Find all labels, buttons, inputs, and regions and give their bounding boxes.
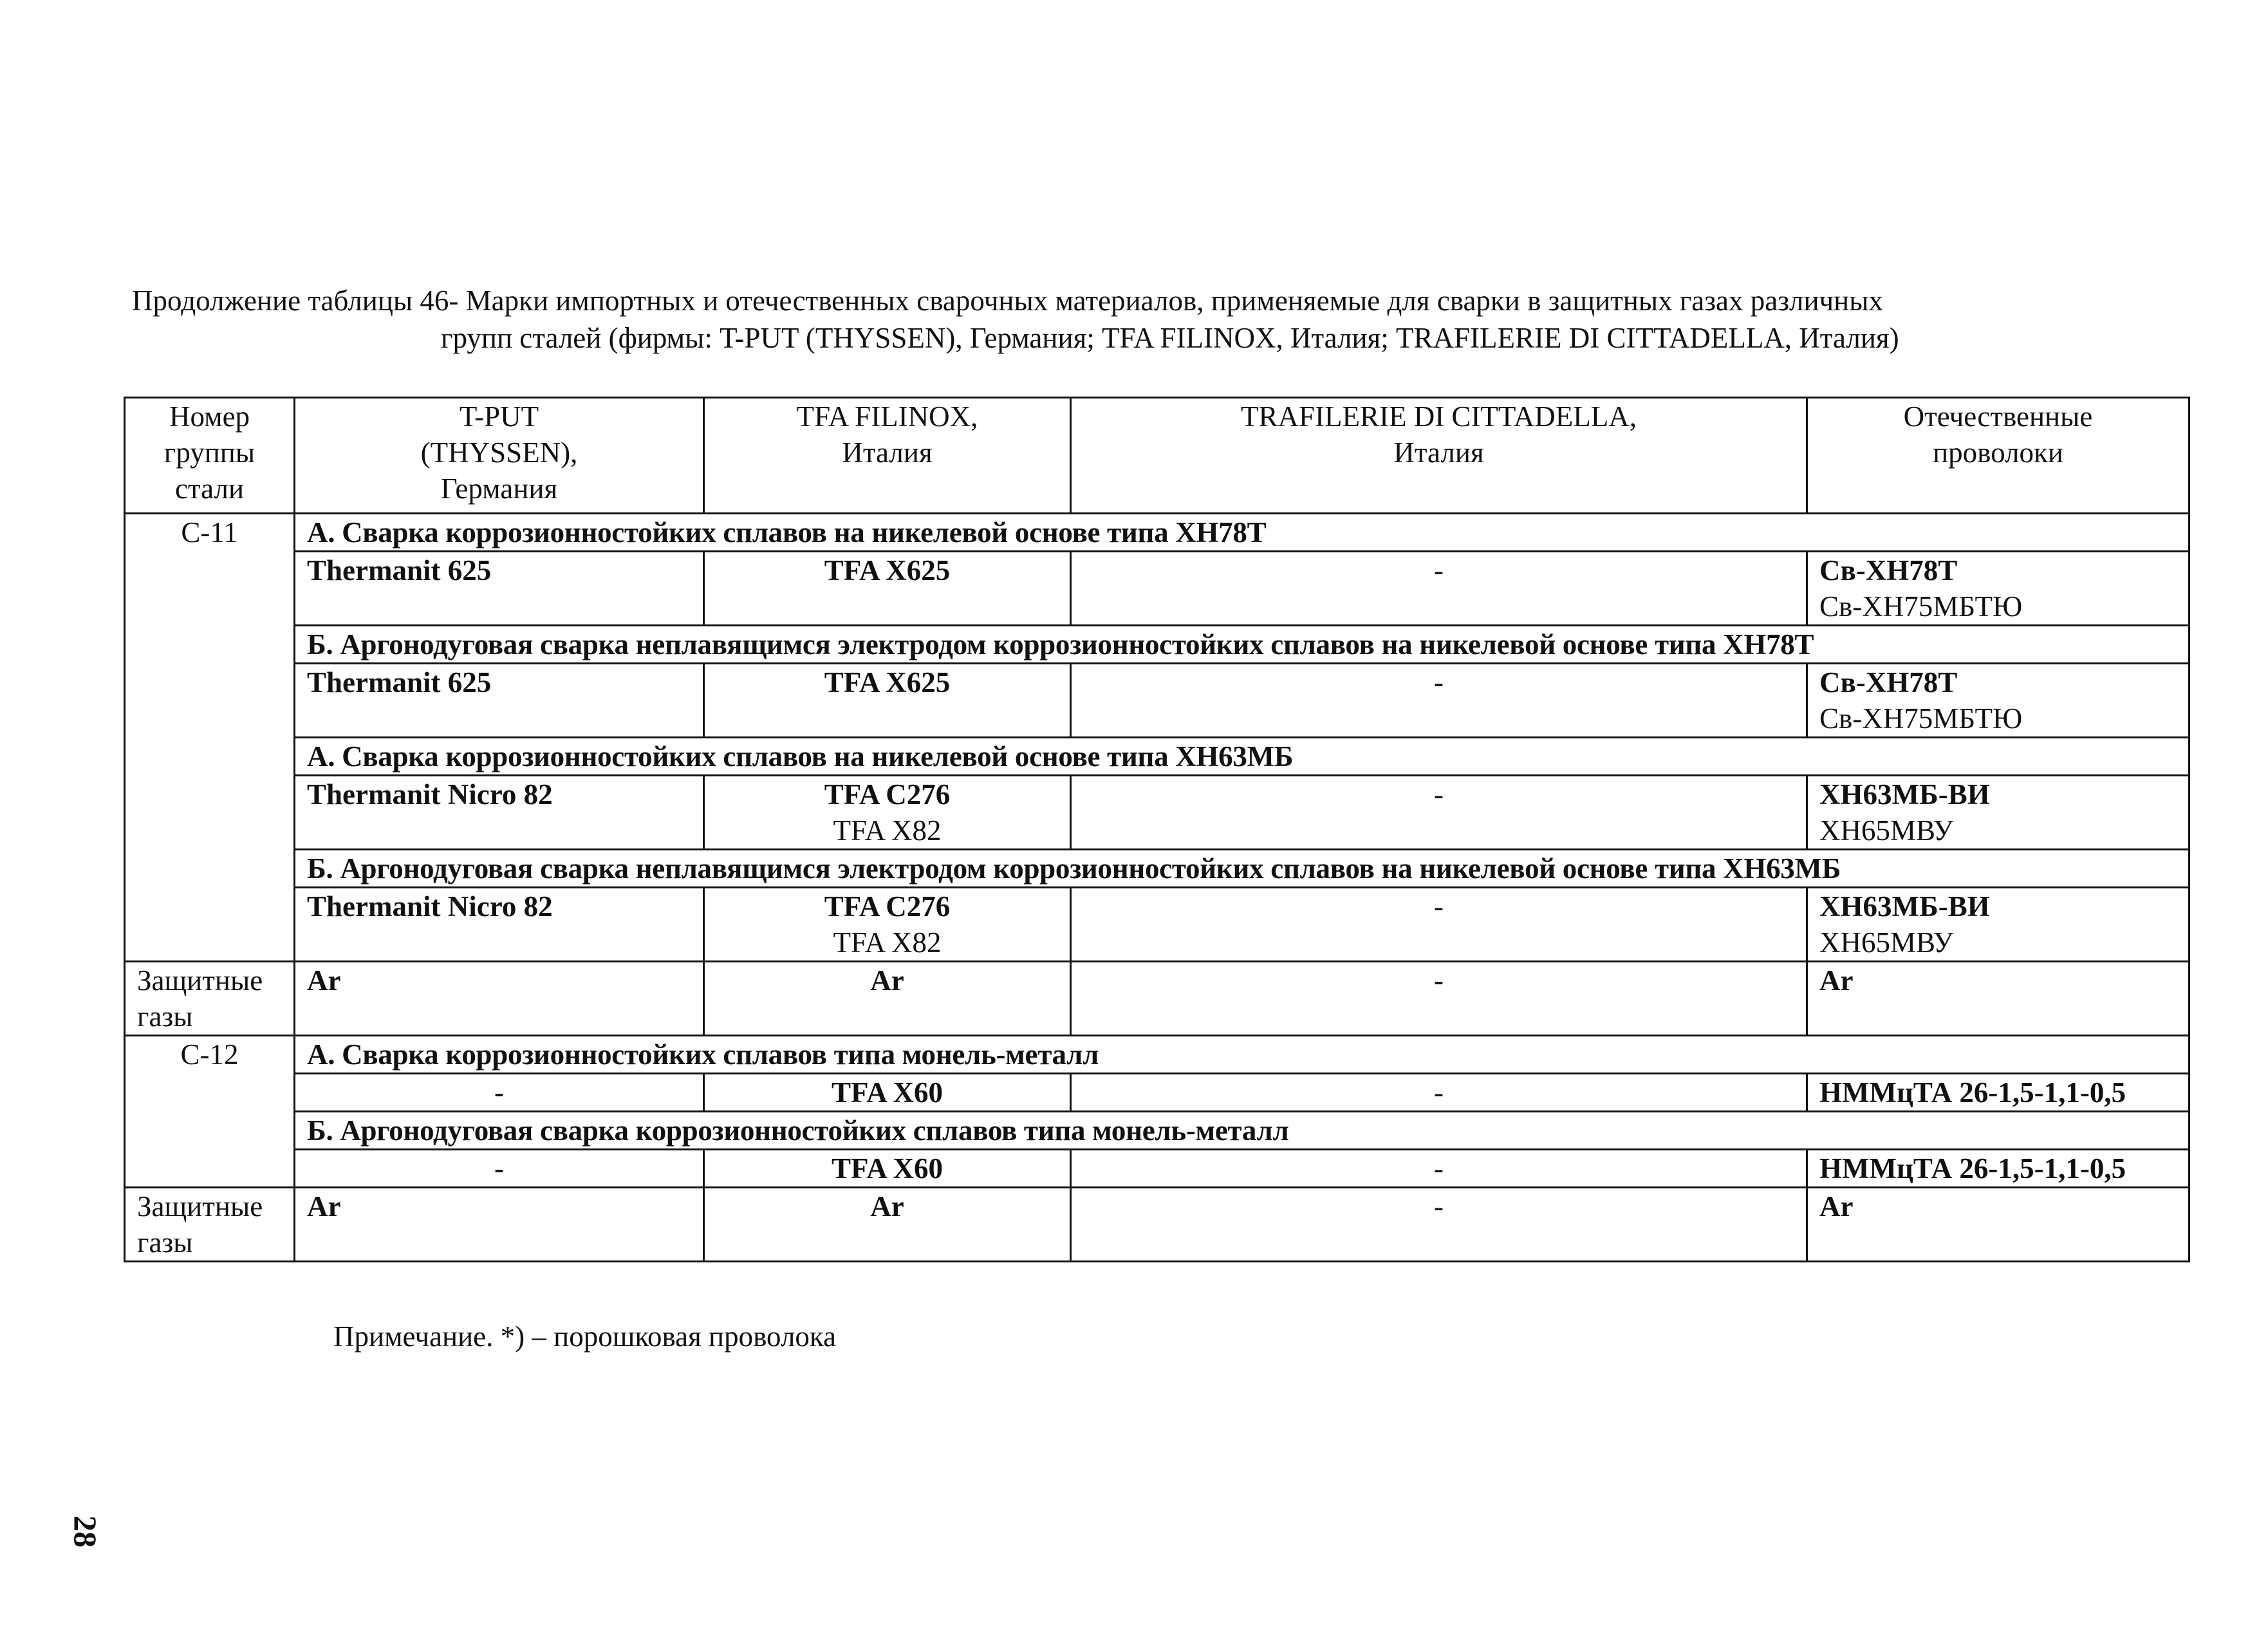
caption-line-2: групп сталей (фирмы: T-PUT (THYSSEN), Германия; TFA FILINOX, Италия; TRAFILERIE DI CITTADELLA, Италия): [441, 322, 1899, 354]
cell-domestic: Св-ХН78Т Св-ХН75МБТЮ: [1807, 664, 2189, 738]
cell-domestic: ХН63МБ-ВИ ХН65МВУ: [1807, 776, 2189, 850]
cell-trafilerie: -: [1071, 888, 1807, 962]
header-filinox: TFA FILINOX, Италия: [704, 398, 1071, 514]
cell-domestic: Св-ХН78Т Св-ХН75МБТЮ: [1807, 552, 2189, 626]
cell-filinox: Ar: [704, 1188, 1071, 1262]
header-trafilerie: TRAFILERIE DI CITTADELLA, Италия: [1071, 398, 1807, 514]
gas-label: Защитные газы: [125, 1188, 295, 1262]
table-row: [125, 776, 2189, 850]
caption-line-1: Продолжение таблицы 46- Марки импортных и отечественных сварочных материалов, применяемые для сварки в защитных газах различных: [132, 285, 1883, 317]
page-number: 28: [68, 1515, 104, 1548]
cell-trafilerie: -: [1071, 552, 1807, 626]
cell-trafilerie: -: [1071, 776, 1807, 850]
section-row: [125, 626, 2189, 664]
cell-filinox: TFA X625: [704, 552, 1071, 626]
group-c12: С-12: [125, 1036, 295, 1188]
cell-filinox: TFA X60: [704, 1074, 1071, 1112]
footnote: Примечание. *) – порошковая проволока: [333, 1320, 837, 1353]
cell-tput: Ar: [295, 962, 704, 1036]
gas-row: [125, 962, 2189, 1036]
materials-table: [124, 397, 2190, 1262]
cell-domestic: Ar: [1807, 1188, 2189, 1262]
cell-tput: Thermanit 625: [295, 664, 704, 738]
section-heading: Б. Аргонодуговая сварка коррозионностойких сплавов типа монель-металл: [295, 1112, 2189, 1150]
cell-tput: Thermanit Nicro 82: [295, 776, 704, 850]
section-heading: Б. Аргонодуговая сварка неплавящимся электродом коррозионностойких сплавов на никелевой основе типа ХН63МБ: [295, 850, 2189, 888]
header-row: [125, 398, 2189, 514]
section-heading: А. Сварка коррозионностойких сплавов на никелевой основе типа ХН63МБ: [295, 738, 2189, 776]
section-heading: А. Сварка коррозионностойких сплавов типа монель-металл: [295, 1036, 2189, 1074]
section-row: [125, 850, 2189, 888]
cell-filinox: Ar: [704, 962, 1071, 1036]
cell-tput: Thermanit Nicro 82: [295, 888, 704, 962]
cell-filinox: TFA X625: [704, 664, 1071, 738]
section-row: [125, 1112, 2189, 1150]
gas-label: Защитные газы: [125, 962, 295, 1036]
cell-filinox: TFA C276 TFA X82: [704, 776, 1071, 850]
header-domestic: Отечественные проволоки: [1807, 398, 2189, 514]
header-tput: T-PUT (THYSSEN), Германия: [295, 398, 704, 514]
section-row: [125, 1036, 2189, 1074]
table-row: [125, 552, 2189, 626]
cell-filinox: TFA C276 TFA X82: [704, 888, 1071, 962]
gas-row: [125, 1188, 2189, 1262]
cell-domestic: НММцТА 26-1,5-1,1-0,5: [1807, 1150, 2189, 1188]
cell-domestic: ХН63МБ-ВИ ХН65МВУ: [1807, 888, 2189, 962]
section-row: [125, 514, 2189, 552]
cell-domestic: Ar: [1807, 962, 2189, 1036]
header-group: Номер группы стали: [125, 398, 295, 514]
group-c11: С-11: [125, 514, 295, 962]
cell-domestic: НММцТА 26-1,5-1,1-0,5: [1807, 1074, 2189, 1112]
cell-tput: -: [295, 1074, 704, 1112]
cell-trafilerie: -: [1071, 962, 1807, 1036]
cell-filinox: TFA X60: [704, 1150, 1071, 1188]
cell-tput: Thermanit 625: [295, 552, 704, 626]
table-row: [125, 664, 2189, 738]
cell-trafilerie: -: [1071, 1150, 1807, 1188]
cell-tput: -: [295, 1150, 704, 1188]
cell-tput: Ar: [295, 1188, 704, 1262]
table-row: [125, 1150, 2189, 1188]
section-row: [125, 738, 2189, 776]
section-heading: Б. Аргонодуговая сварка неплавящимся электродом коррозионностойких сплавов на никелевой основе типа ХН78Т: [295, 626, 2189, 664]
table-row: [125, 888, 2189, 962]
cell-trafilerie: -: [1071, 1074, 1807, 1112]
table-caption: [132, 282, 2153, 357]
cell-trafilerie: -: [1071, 1188, 1807, 1262]
table-row: [125, 1074, 2189, 1112]
cell-trafilerie: -: [1071, 664, 1807, 738]
section-heading: А. Сварка коррозионностойких сплавов на никелевой основе типа ХН78Т: [295, 514, 2189, 552]
